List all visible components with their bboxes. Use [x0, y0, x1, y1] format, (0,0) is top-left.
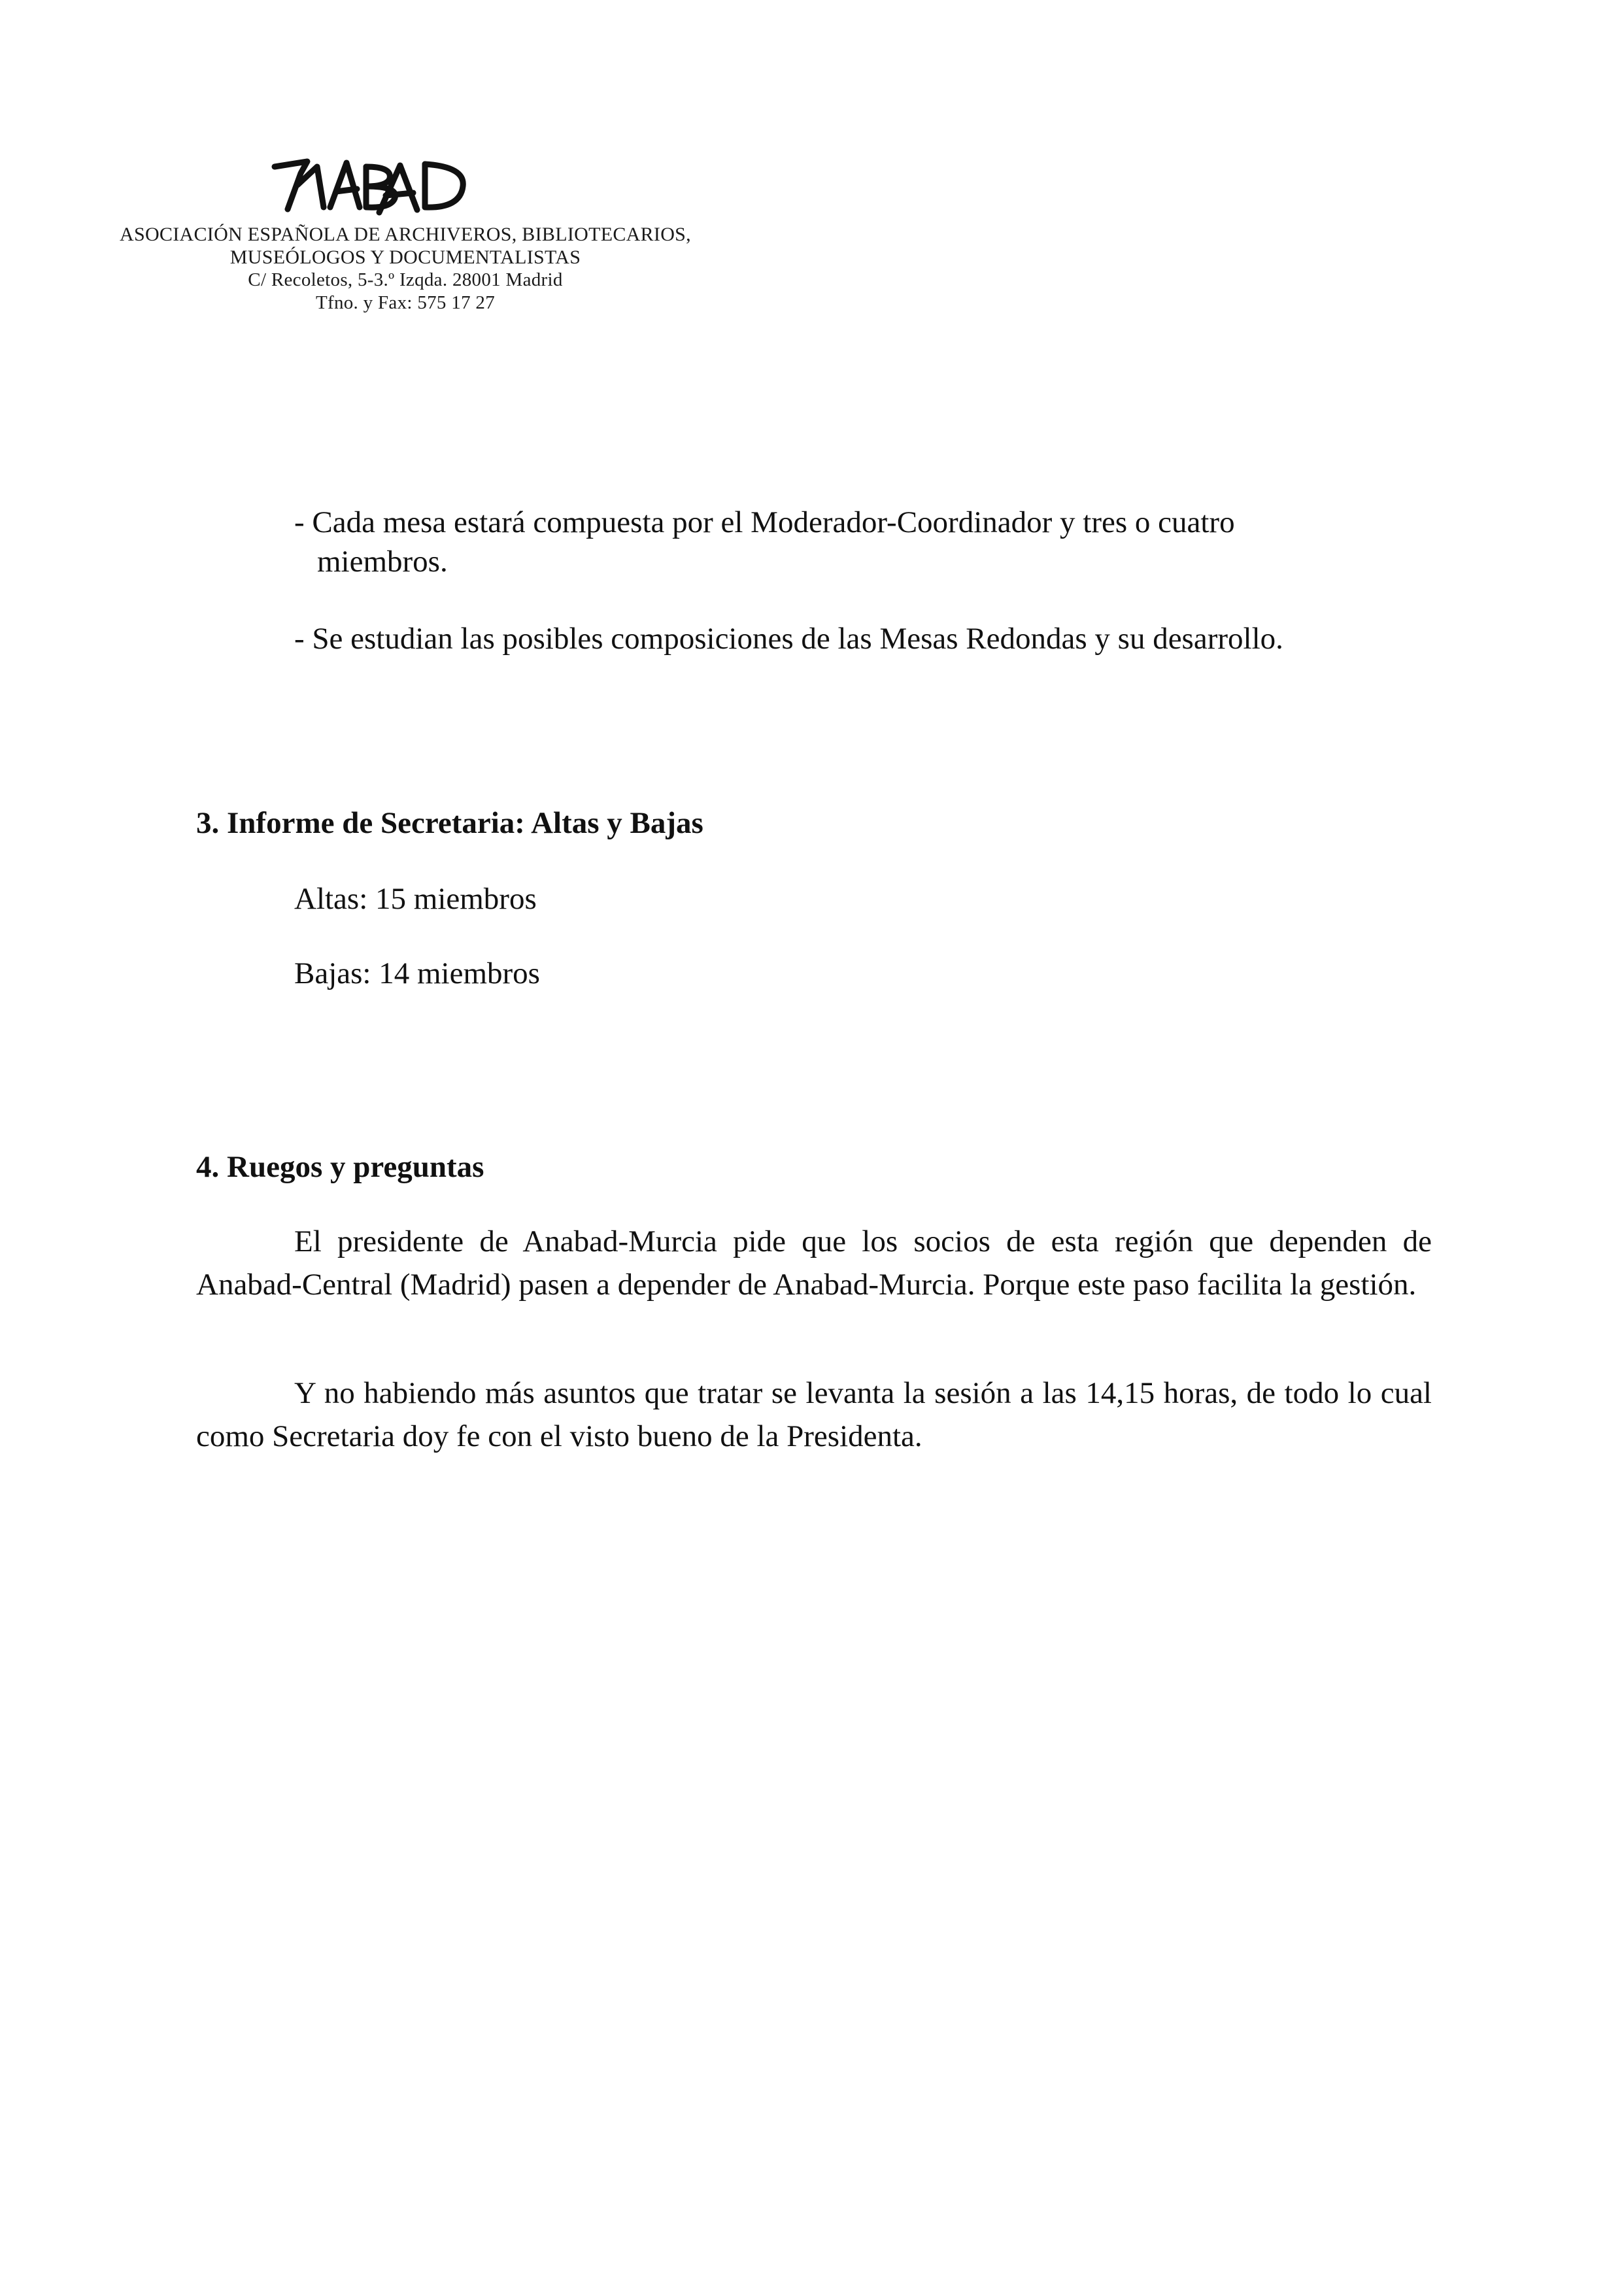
section-4-heading: 4. Ruegos y preguntas [196, 1150, 484, 1184]
section-4-paragraph-1: El presidente de Anabad-Murcia pide que los socios de esta región que dependen de Anabad-Central (Madrid) pasen a depender de Anabad-Murcia. Porque este paso facilita la gestión. [196, 1224, 1432, 1302]
letterhead [78, 147, 732, 314]
org-phone: Tfno. y Fax: 575 17 27 [315, 292, 496, 313]
section-3-heading: 3. Informe de Secretaria: Altas y Bajas [196, 806, 703, 840]
bullet-item-1-line-2: miembros. [317, 545, 448, 579]
bullet-item-2: - Se estudian las posibles composiciones de las Mesas Redondas y su desarrollo. [294, 622, 1283, 656]
bullet-item-1-line-1: - Cada mesa estará compuesta por el Moderador-Coordinador y tres o cuatro [294, 505, 1235, 539]
org-address: C/ Recoletos, 5-3.º Izqda. 28001 Madrid [248, 269, 563, 290]
bajas-count: Bajas: 14 miembros [294, 956, 540, 990]
altas-count: Altas: 15 miembros [294, 882, 537, 916]
org-name-line-1: ASOCIACIÓN ESPAÑOLA DE ARCHIVEROS, BIBLIOTECARIOS, [120, 224, 691, 245]
org-name-line-2: MUSEÓLOGOS Y DOCUMENTALISTAS [229, 246, 581, 268]
section-4-paragraph-2: Y no habiendo más asuntos que tratar se levanta la sesión a las 14,15 horas, de todo lo cual como Secretaria doy fe con el visto bueno de la Presidenta. [196, 1376, 1432, 1453]
anabad-logo [262, 147, 471, 219]
